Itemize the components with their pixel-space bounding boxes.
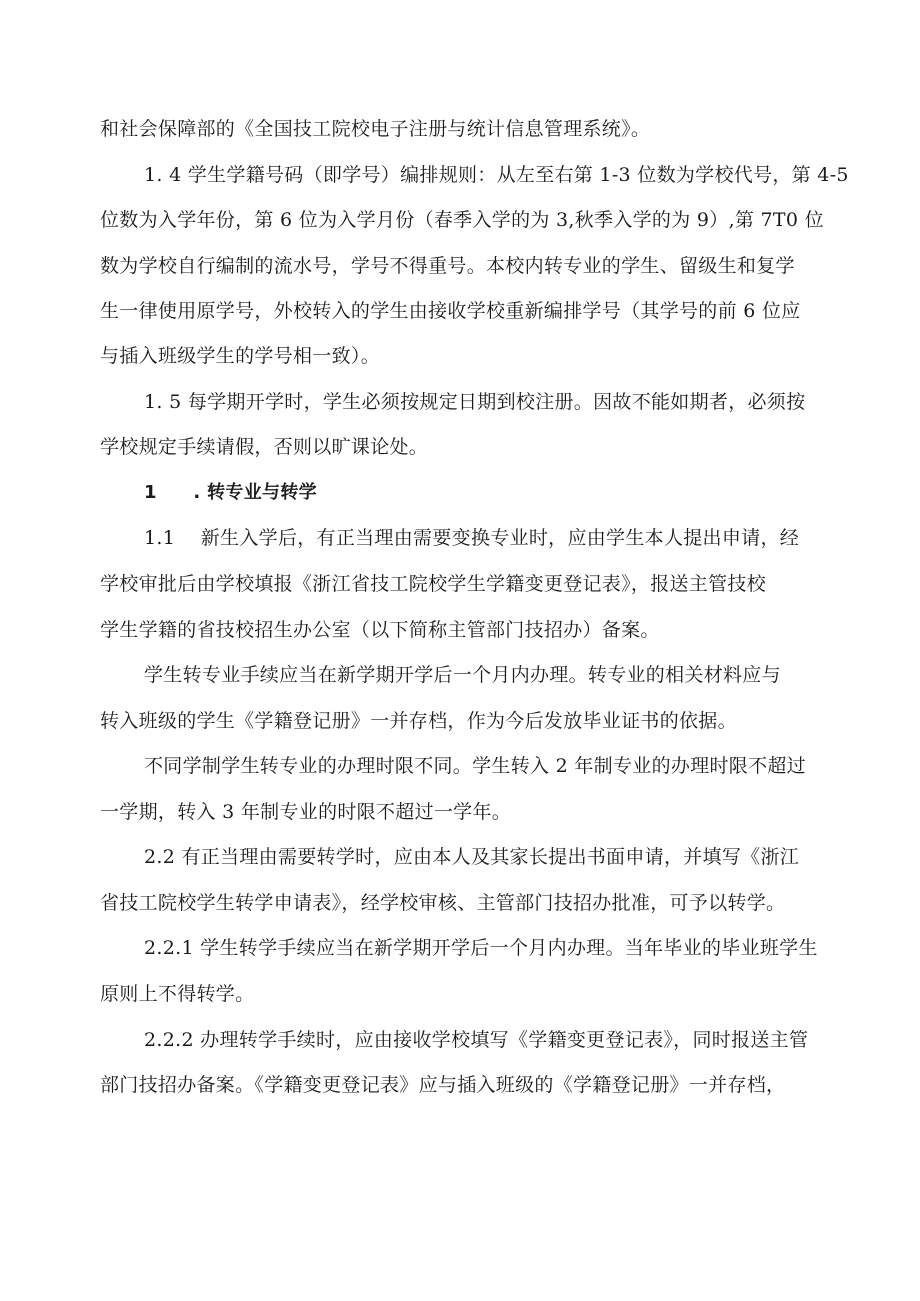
text-line: 学校审批后由学校填报《浙江省技工院校学生学籍变更登记表》，报送主管技校 [100, 573, 767, 595]
text-line: 省技工院校学生转学申请表》，经学校审核、主管部门技招办批准，可予以转学。 [100, 892, 786, 914]
text-line: 不同学制学生转专业的办理时限不同。学生转入 2 年制专业的办理时限不超过 [144, 755, 806, 777]
text-line: 一学期，转入 3 年制专业的时限不超过一学年。 [100, 801, 512, 823]
text-line: 转入班级的学生《学籍登记册》一并存档，作为今后发放毕业证书的依据。 [100, 710, 737, 732]
text-line: 2.2 有正当理由需要转学时，应由本人及其家长提出书面申请，并填写《浙江 [144, 846, 800, 868]
text-line: 学生转专业手续应当在新学期开学后一个月内办理。转专业的相关材料应与 [144, 664, 781, 686]
text-line: 1. 4 学生学籍号码（即学号）编排规则：从左至右第 1-3 位数为学校代号，第 4-5 [144, 164, 849, 186]
text-line: 生一律使用原学号，外校转入的学生由接收学校重新编排学号（其学号的前 6 位应 [100, 300, 801, 322]
text-line: 学生学籍的省技校招生办公室（以下简称主管部门技招办）备案。 [100, 619, 660, 641]
text-line: 1. 5 每学期开学时，学生必须按规定日期到校注册。因故不能如期者，必须按 [144, 391, 806, 413]
text-line: 部门技招办备案。《学籍变更登记表》应与插入班级的《学籍登记册》一并存档， [100, 1074, 786, 1096]
text-line: 和社会保障部的《全国技工院校电子注册与统计信息管理系统》。 [100, 118, 651, 140]
text-line: 数为学校自行编制的流水号，学号不得重号。本校内转专业的学生、留级生和复学 [100, 255, 795, 277]
text-line: 学校规定手续请假，否则以旷课论处。 [100, 436, 429, 458]
text-line: 原则上不得转学。 [100, 983, 255, 1005]
section-heading: 1 . 转专业与转学 [144, 482, 317, 503]
text-line: 2.2.1 学生转学手续应当在新学期开学后一个月内办理。当年毕业的毕业班学生 [144, 937, 818, 959]
text-line: 位数为入学年份，第 6 位为入学月份（春季入学的为 3,秋季入学的为 9）,第 7T0 位 [100, 209, 824, 231]
text-line: 2.2.2 办理转学手续时，应由接收学校填写《学籍变更登记表》，同时报送主管 [144, 1029, 809, 1051]
text-line: 1.1 新生入学后，有正当理由需要变换专业时，应由学生本人提出申请，经 [144, 527, 800, 549]
text-line: 与插入班级学生的学号相一致）。 [100, 345, 381, 367]
